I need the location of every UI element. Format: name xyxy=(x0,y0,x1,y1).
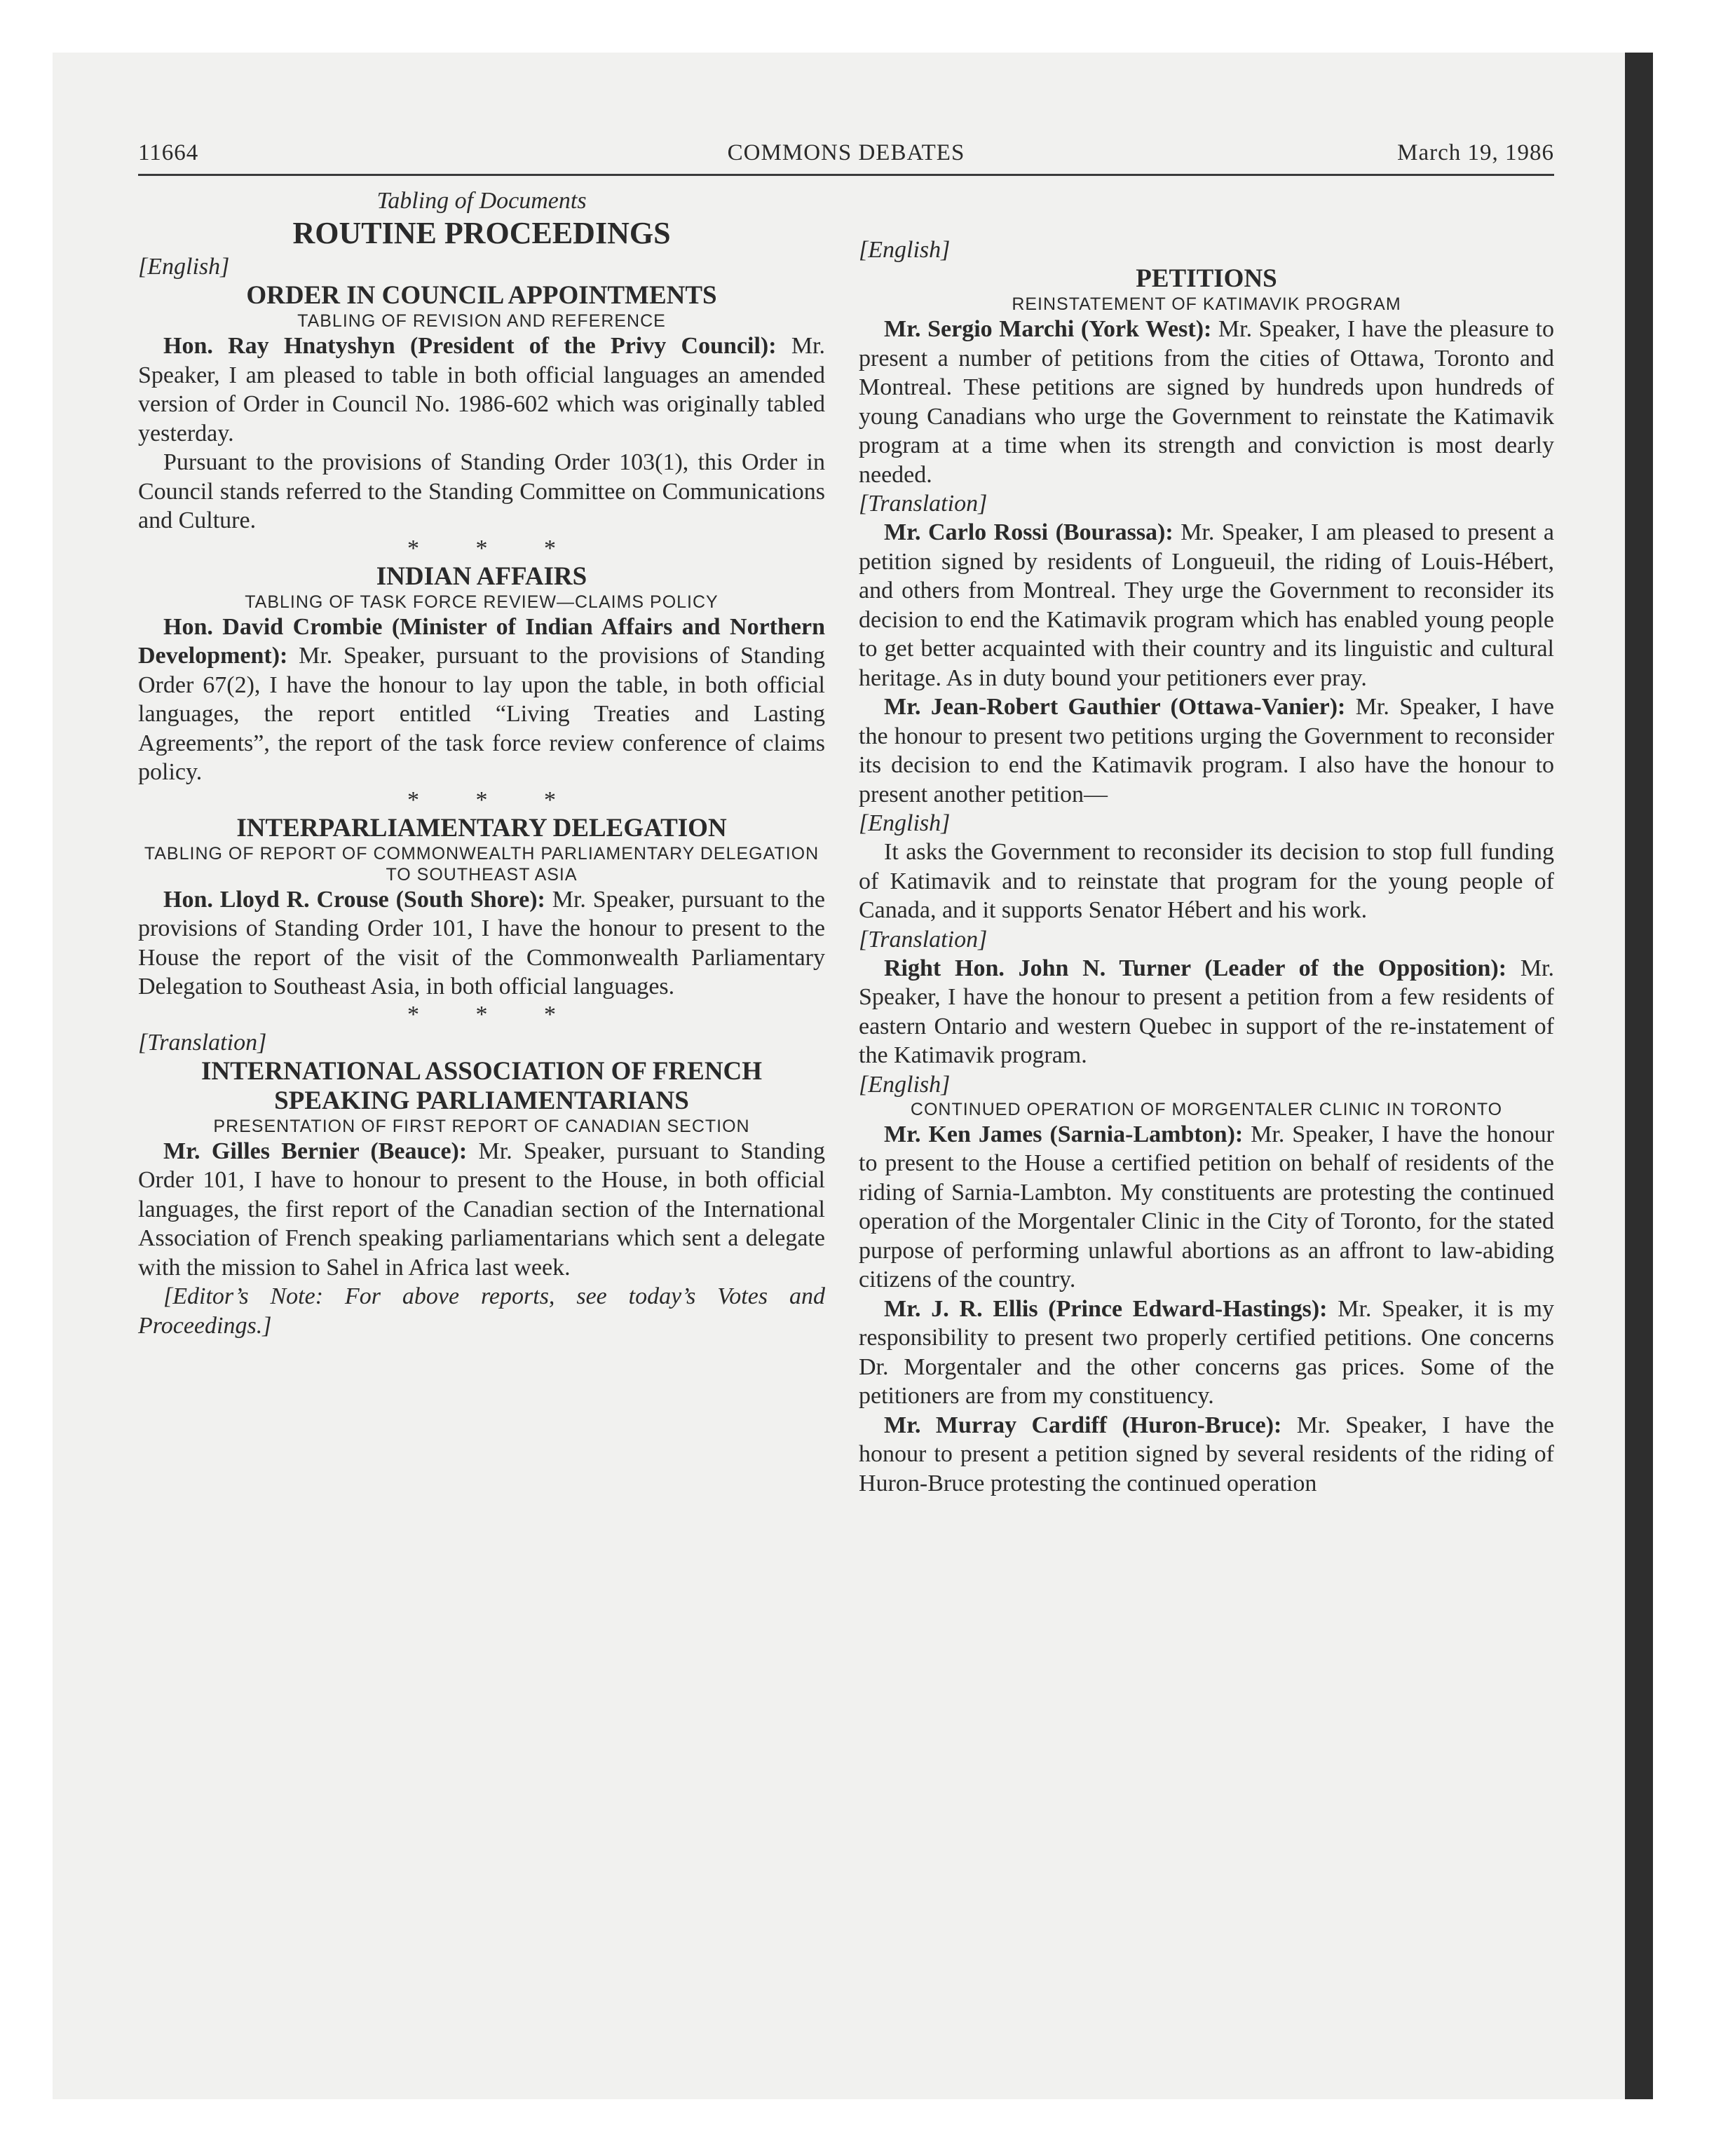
speaker-name: Hon. David Crombie (Minister of Indian Affairs and Northern Development): xyxy=(138,613,825,669)
section-title: INTERPARLIAMENTARY DELEGATION xyxy=(236,813,727,842)
language-marker: [English] xyxy=(859,1071,951,1098)
section-separator: * * * xyxy=(407,535,581,561)
paragraph xyxy=(138,332,825,448)
paragraph xyxy=(138,1137,825,1283)
paragraph xyxy=(859,1120,1554,1295)
speaker-name: Mr. Carlo Rossi (Bourassa): xyxy=(884,519,1173,545)
section-separator: * * * xyxy=(407,786,581,813)
speech-text: Mr. Speaker, pursuant to the provisions of Standing Order 101, I have the honour to present to the House the report of the visit of the Commonwealth Parliamentary Delegation to Southeast Asia, in both official languages. xyxy=(138,886,825,999)
editor-note: [Editor’s Note: For above reports, see today’s Votes and Proceedings.] xyxy=(138,1283,825,1339)
section-subhead: TABLING OF REVISION AND REFERENCE xyxy=(297,311,666,331)
left-column xyxy=(138,188,825,1340)
speaker-name: Mr. Jean-Robert Gauthier (Ottawa-Vanier): xyxy=(884,694,1346,720)
speech-text: Mr. Speaker, I have the pleasure to present a number of petitions from the cities of Ottawa, Toronto and Montreal. These petitions are signed by hundreds upon hundreds of young Canadians who urge the Government to reinstate the Katimavik program at a time when its strength and conviction is most dearly needed. xyxy=(859,316,1554,488)
section-title: INDIAN AFFAIRS xyxy=(376,561,587,591)
speech-text: Mr. Speaker, I am pleased to table in both official languages an amended version of Order in Council No. 1986-602 which was originally tabled yesterday. xyxy=(138,333,825,446)
speech-text: Mr. Speaker, I have the honour to present a petition from a few residents of eastern Ontario and western Quebec in support of the re-instatement of the Katimavik program. xyxy=(859,955,1554,1068)
paragraph xyxy=(859,315,1554,489)
paragraph xyxy=(859,954,1554,1070)
page-number: 11664 xyxy=(138,140,199,165)
speaker-name: Mr. Ken James (Sarnia-Lambton): xyxy=(884,1121,1244,1147)
section-subhead: TABLING OF REPORT OF COMMONWEALTH PARLIAMENTARY DELEGATION TO SOUTHEAST ASIA xyxy=(144,843,819,885)
speech-text: Mr. Speaker, pursuant to Standing Order 101, I have to honour to present to the House, in both official languages, the first report of the Canadian section of the International Association of French speaking parliamentarians which sent a delegate with the mission to Sahel in Africa last week. xyxy=(138,1138,825,1281)
language-marker: [English] xyxy=(138,254,230,280)
paragraph xyxy=(859,1295,1554,1411)
speaker-name: Mr. Sergio Marchi (York West): xyxy=(884,316,1212,342)
scan-edge-bar xyxy=(1625,53,1653,2099)
speaker-name: Right Hon. John N. Turner (Leader of the Opposition): xyxy=(884,955,1507,981)
speech-text: Mr. Speaker, pursuant to the provisions of Standing Order 67(2), I have the honour to lay upon the table, in both official languages, the report entitled “Living Treaties and Lasting Agreements”, the report of the task force review conference of claims policy. xyxy=(138,643,825,785)
section-title: PETITIONS xyxy=(1136,264,1277,293)
language-marker: [English] xyxy=(859,810,951,836)
speech-text: Mr. Speaker, I have the honour to present to the House a certified petition on behalf of residents of the riding of Sarnia-Lambton. My constituents are protesting the continued operation of the Morgentaler Clinic in the City of Toronto, for the stated purpose of performing unlawful abortions as an affront to law-abiding citizens of the country. xyxy=(859,1121,1555,1292)
paragraph xyxy=(859,518,1554,692)
paragraph xyxy=(859,692,1554,809)
section-subhead: TABLING OF TASK FORCE REVIEW—CLAIMS POLICY xyxy=(245,592,719,612)
speaker-name: Mr. Gilles Bernier (Beauce): xyxy=(163,1138,468,1164)
section-context: Tabling of Documents xyxy=(376,188,587,214)
journal-title: COMMONS DEBATES xyxy=(727,140,965,165)
speech-text: Mr. Speaker, I have the honour to present a petition signed by several residents of the riding of Huron-Bruce protesting the continued operation xyxy=(859,1412,1554,1496)
speech-text: Mr. Speaker, I have the honour to present two petitions urging the Government to reconsider its decision to end the Katimavik program. I also have the honour to present another petition— xyxy=(859,694,1555,807)
paragraph xyxy=(859,1411,1554,1499)
language-marker: [Translation] xyxy=(138,1029,267,1056)
issue-date: March 19, 1986 xyxy=(1397,140,1554,165)
language-marker: [Translation] xyxy=(859,926,988,953)
speaker-name: Hon. Lloyd R. Crouse (South Shore): xyxy=(163,886,545,913)
speech-text: Mr. Speaker, I am pleased to present a petition signed by residents of Longueuil, the riding of Louis-Hébert, and others from Montreal. They urge the Government to reconsider its decision to end the Katimavik program which has enabled young people to get better acquainted with their country and its linguistic and cultural heritage. As in duty bound your petitioners ever pray. xyxy=(859,519,1554,691)
language-marker: [Translation] xyxy=(859,491,988,517)
speech-text: Mr. Speaker, it is my responsibility to present two properly certified petitions. One concerns Dr. Morgentaler and the other concerns gas prices. Some of the petitioners are from my constituency. xyxy=(859,1295,1554,1409)
section-title: ORDER IN COUNCIL APPOINTMENTS xyxy=(246,281,717,310)
section-subhead: REINSTATEMENT OF KATIMAVIK PROGRAM xyxy=(1012,294,1401,314)
main-title: ROUTINE PROCEEDINGS xyxy=(292,216,671,250)
section-subhead: CONTINUED OPERATION OF MORGENTALER CLINIC IN TORONTO xyxy=(910,1099,1503,1119)
speaker-name: Mr. Murray Cardiff (Huron-Bruce): xyxy=(884,1412,1282,1438)
page-header xyxy=(138,139,1554,176)
section-title: INTERNATIONAL ASSOCIATION OF FRENCH SPEAKING PARLIAMENTARIANS xyxy=(200,1056,763,1115)
right-column xyxy=(859,188,1554,1498)
speaker-name: Mr. J. R. Ellis (Prince Edward-Hastings): xyxy=(884,1295,1328,1322)
paragraph xyxy=(138,885,825,1002)
section-separator: * * * xyxy=(407,1001,581,1028)
paragraph: It asks the Government to reconsider its decision to stop full funding of Katimavik and to reinstate that program for the young people of Canada, and it supports Senator Hébert and his work. xyxy=(859,839,1554,923)
section-subhead: PRESENTATION OF FIRST REPORT OF CANADIAN SECTION xyxy=(213,1116,750,1136)
paragraph: Pursuant to the provisions of Standing Order 103(1), this Order in Council stands referred to the Standing Committee on Communications and Culture. xyxy=(138,449,825,533)
paragraph xyxy=(138,613,825,787)
language-marker: [English] xyxy=(859,237,951,263)
speaker-name: Hon. Ray Hnatyshyn (President of the Privy Council): xyxy=(163,333,777,359)
